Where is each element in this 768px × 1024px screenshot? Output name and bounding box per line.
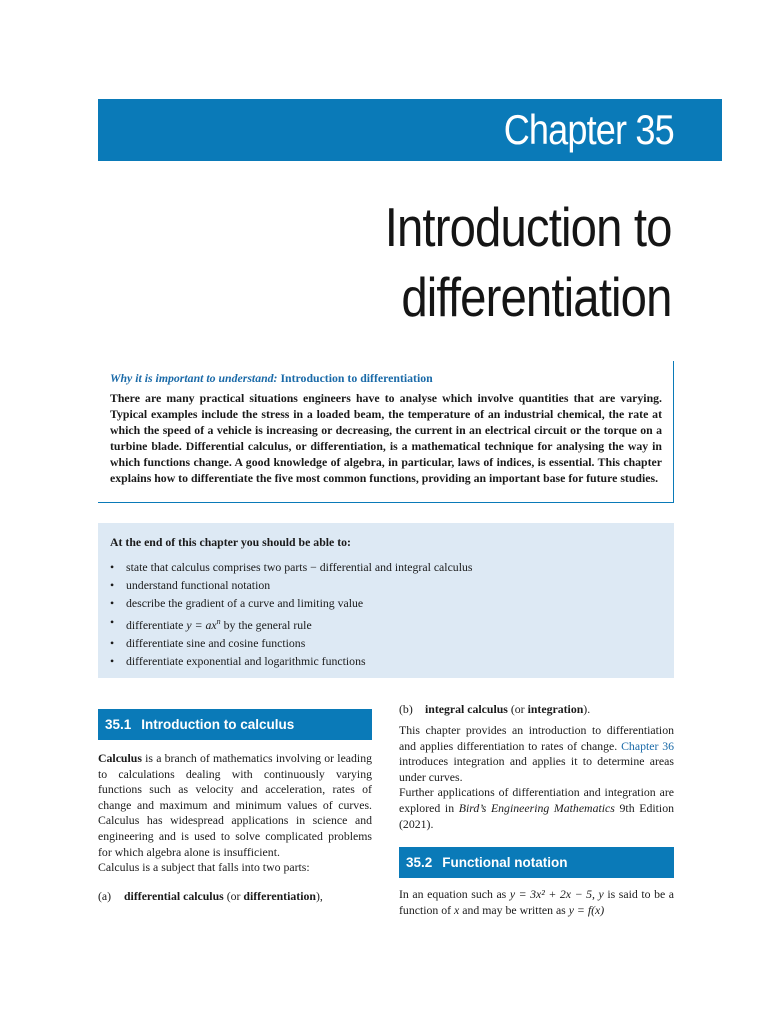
why-topic: Introduction to differentiation: [280, 371, 433, 385]
item-text: (or: [510, 702, 525, 716]
section-heading-35-1: [98, 709, 372, 740]
list-item-a: [98, 889, 372, 905]
objective-item: • differentiate sine and cosine functions: [110, 634, 472, 652]
two-parts-line: Calculus is a subject that falls into two parts:: [98, 860, 310, 875]
learning-objectives-box: [98, 523, 674, 678]
paragraph-text: This chapter provides an introduction to differentiation and applies differentiation to rates of change.: [399, 723, 674, 753]
objectives-heading: At the end of this chapter you should be able to:: [110, 535, 351, 549]
chapter-title: [385, 192, 672, 332]
section-title: Introduction to calculus: [141, 717, 295, 732]
item-label: (a): [98, 888, 112, 903]
item-term: differential calculus: [124, 888, 224, 903]
objective-item: • differentiate exponential and logarithmic functions: [110, 652, 472, 670]
paragraph-text: introduces integration and applies it to determine areas under curves.: [399, 754, 674, 784]
why-heading: [110, 371, 433, 386]
paragraph-text: Further applications of differentiation and integration are explored in: [399, 785, 674, 815]
why-important-box: [98, 361, 674, 503]
item-term-alt: differentiation: [243, 888, 316, 903]
item-label: (b): [399, 702, 413, 716]
objective-formula: y = ax: [186, 617, 217, 632]
book-title: Bird’s Engineering Mathematics: [458, 800, 615, 815]
intro-paragraph: [399, 723, 674, 785]
section-number: 35.2: [406, 855, 433, 870]
objective-text-tail: by the general rule: [223, 617, 312, 632]
chapter-title-line1: Introduction to: [385, 196, 672, 258]
objective-item: • state that calculus comprises two parts − differential and integral calculus: [110, 558, 472, 576]
function-notation: y = f(x): [568, 902, 605, 917]
why-prefix: Why it is important to understand:: [110, 371, 278, 385]
item-term-alt: integration: [527, 702, 584, 716]
objective-formula-exponent: n: [216, 616, 221, 626]
objective-text: differentiate: [126, 617, 184, 632]
chapter-36-link[interactable]: Chapter 36: [621, 738, 675, 753]
item-text: (or: [226, 888, 241, 903]
calculus-definition: is a branch of mathematics involving or leading to calculations dealing with continuously varying functions such as velocity and acceleration, rates of change and maximum and minimum values of curves. Calculus has widespread applications in science and engineering and is used to solve complicated problems for which algebra alone is insufficient.: [98, 751, 373, 859]
paragraph-text: and may be written as: [462, 902, 566, 917]
chapter-banner: [98, 99, 722, 161]
objectives-list: [110, 558, 472, 670]
chapter-title-line2: differentiation: [401, 266, 672, 328]
section-heading-35-2: [399, 847, 674, 878]
objective-item: [110, 613, 472, 634]
equation: y = 3x² + 2x − 5, y: [509, 887, 604, 901]
paragraph-text: 9th Edition (2021).: [399, 800, 674, 831]
chapter-number: Chapter 35: [503, 106, 674, 153]
why-body: There are many practical situations engineers have to analyse which involve quantities that are varying. Typical examples include the stress in a loaded beam, the temperature of an industrial chemical, the rate at which the speed of a vehicle is increasing or decreasing, the current in an electrical circuit or the torque on a turbine blade. Differential calculus, or differentiation, is a mathematical technique for analysing the way in which functions change. A good knowledge of algebra, in particular, laws of indices, is essential. This chapter explains how to differentiate the five most common functions, providing an important base for future studies.: [110, 391, 662, 485]
calculus-term: Calculus: [98, 751, 142, 765]
paragraph-text: is said to be a function of: [399, 887, 674, 917]
variable-x: x: [454, 902, 460, 917]
item-end: ).: [583, 702, 591, 716]
section-number: 35.1: [105, 717, 132, 732]
item-term: integral calculus: [425, 702, 508, 716]
objective-item: • describe the gradient of a curve and limiting value: [110, 594, 472, 612]
objective-item: • understand functional notation: [110, 576, 472, 594]
calculus-paragraph: [98, 751, 372, 860]
list-item-b: [399, 702, 590, 718]
further-paragraph: [399, 785, 674, 832]
section2-body: [399, 887, 674, 918]
section-title: Functional notation: [442, 855, 568, 870]
section1-body: [98, 751, 372, 904]
item-end: ),: [315, 888, 323, 903]
column2-body: [399, 702, 675, 832]
paragraph-text: In an equation such as: [399, 887, 507, 901]
